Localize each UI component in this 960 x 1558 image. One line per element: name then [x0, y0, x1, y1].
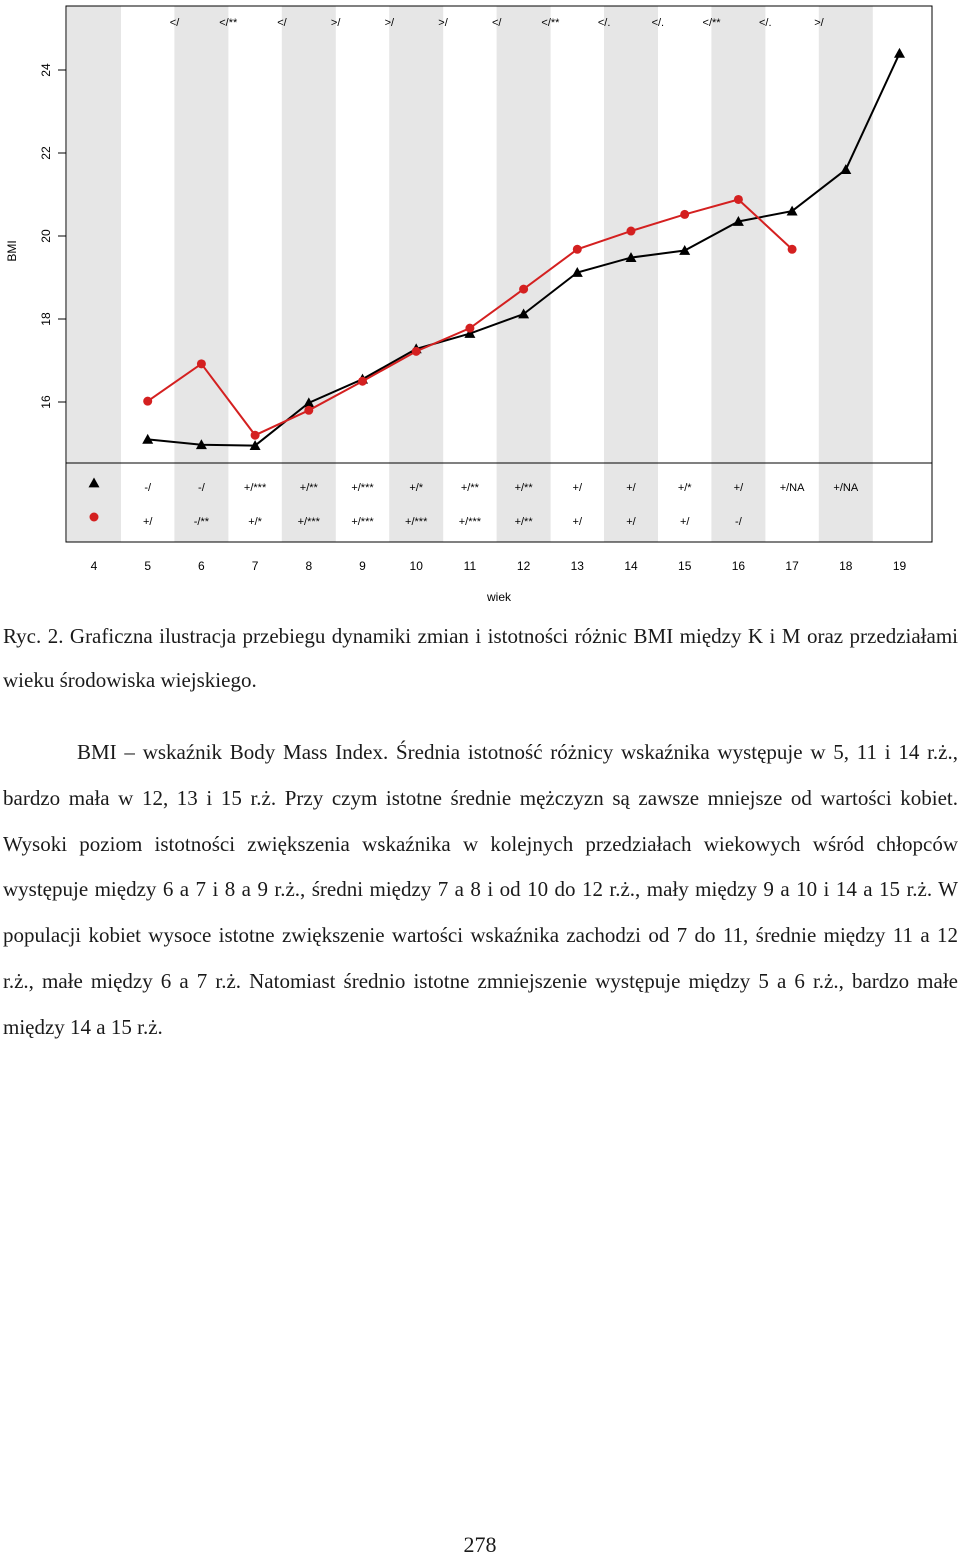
table-cell: +/ [572, 516, 583, 528]
band-age-10 [389, 6, 443, 542]
table-cell: +/ [572, 482, 583, 494]
series-line-circle [148, 199, 792, 435]
x-tick-label: 19 [892, 559, 907, 573]
table-cell: +/NA [833, 482, 859, 494]
data-point-circle [573, 245, 582, 254]
table-cell: +/** [299, 482, 318, 494]
x-tick-label: 8 [305, 559, 313, 573]
top-label: >/ [384, 17, 395, 29]
figure-caption: Ryc. 2. Graficzna ilustracja przebiegu dynamiki zmian i istotności różnic BMI między K i M oraz przedziałami wieku środowiska wiejskiego. [3, 624, 958, 692]
table-cell: +/ [626, 482, 636, 494]
top-label: </. [651, 17, 665, 29]
x-tick-label: 15 [678, 559, 692, 573]
top-label: </** [219, 17, 238, 29]
table-cell: +/ [626, 516, 636, 528]
table-cell: +/*** [243, 482, 267, 494]
top-label: </ [169, 17, 180, 29]
x-tick-label: 6 [198, 559, 205, 573]
y-tick-label: 22 [39, 146, 53, 160]
data-point-circle [358, 377, 367, 386]
data-point-circle [788, 245, 797, 254]
y-tick-label: 24 [39, 63, 53, 77]
y-tick-label: 16 [39, 395, 53, 409]
x-tick-label: 10 [409, 559, 423, 573]
band-age-14 [604, 6, 658, 542]
table-cell: +/* [409, 482, 424, 494]
table-cell: +/** [460, 482, 479, 494]
x-tick-label: 11 [463, 559, 477, 573]
data-point-circle [143, 397, 152, 406]
table-cell: +/NA [779, 482, 805, 494]
data-point-circle [304, 406, 313, 415]
legend-circle-icon [90, 513, 99, 522]
bmi-chart [0, 0, 960, 610]
table-cell: -/** [193, 516, 210, 528]
y-tick-label: 20 [39, 229, 53, 243]
data-point-triangle [679, 245, 690, 255]
band-age-8 [282, 6, 336, 542]
body-paragraph: BMI – wskaźnik Body Mass Index. Średnia istotność różnicy wskaźnika występuje w 5, 11 i 14 r.ż., bardzo mała w 12, 13 i 15 r.ż. Przy czym istotne średnie mężczyzn są zawsze mniejsze od wartości kobiet. Wysoki poziom istotności zwiększenia wskaźnika w kolejnych przedziałach wiekowych wśród chłopców występuje między 6 a 7 i 8 a 9 r.ż., średni między 7 a 8 i od 10 do 12 r.ż., mały między 9 a 10 i 14 a 15 r.ż. W populacji kobiet wysoce istotne zwiększenie wartości wskaźnika zachodzi od 7 do 11, średnie między 11 a 12 r.ż., małe między 6 a 7 r.ż. Natomiast średnio istotne zmniejszenie występuje między 5 a 6 r.ż., bardzo małe między 14 a 15 r.ż. [3, 740, 958, 1039]
table-cell: +/*** [351, 482, 374, 494]
data-point-circle [680, 210, 689, 219]
data-point-triangle [894, 48, 905, 58]
table-cell: +/ [733, 482, 744, 494]
table-cell: +/*** [458, 516, 482, 528]
y-tick-label: 18 [39, 312, 53, 326]
x-tick-label: 17 [785, 559, 799, 573]
age-bands [67, 6, 873, 542]
band-age-4 [67, 6, 121, 542]
top-label: >/ [814, 17, 824, 29]
x-axis-title: wiek [486, 590, 512, 604]
table-cell: +/*** [297, 516, 320, 528]
x-tick-label: 16 [731, 559, 746, 573]
x-tick-label: 12 [516, 559, 531, 573]
table-cell: +/ [142, 516, 153, 528]
table-cell: +/ [679, 516, 690, 528]
table-cell: +/* [248, 516, 262, 528]
table-cell: +/* [677, 482, 692, 494]
band-age-18 [819, 6, 873, 542]
x-axis [91, 559, 907, 573]
data-point-circle [627, 227, 636, 236]
top-label: </ [277, 17, 287, 29]
data-point-circle [519, 285, 528, 294]
band-age-6 [174, 6, 228, 542]
top-label: </. [597, 17, 611, 29]
page-number: 278 [463, 1532, 497, 1557]
body-text [3, 730, 958, 1051]
top-label: </ [492, 17, 502, 29]
x-tick-label: 14 [624, 559, 638, 573]
data-point-circle [197, 359, 206, 368]
data-point-circle [734, 195, 743, 204]
top-label: </** [541, 17, 560, 29]
x-tick-label: 9 [359, 559, 366, 573]
top-label: </. [758, 17, 772, 29]
table-cell: +/*** [351, 516, 374, 528]
data-point-circle [251, 431, 260, 440]
x-tick-label: 18 [839, 559, 853, 573]
y-axis-title: BMI [5, 240, 19, 262]
top-label: </** [702, 17, 721, 29]
y-axis [39, 63, 66, 409]
x-tick-label: 13 [570, 559, 584, 573]
table-cell: +/*** [405, 516, 428, 528]
top-label: >/ [438, 17, 448, 29]
band-age-16 [711, 6, 765, 542]
data-point-circle [465, 324, 474, 333]
table-cell: -/ [144, 482, 152, 494]
x-tick-label: 4 [90, 559, 98, 573]
table-cell: -/ [735, 516, 742, 528]
data-point-circle [412, 347, 421, 356]
table-cell: +/** [514, 516, 533, 528]
table-cell: -/ [198, 482, 205, 494]
x-tick-label: 7 [251, 559, 259, 573]
table-cell: +/** [514, 482, 533, 494]
top-label: >/ [330, 17, 341, 29]
x-tick-label: 5 [144, 559, 152, 573]
